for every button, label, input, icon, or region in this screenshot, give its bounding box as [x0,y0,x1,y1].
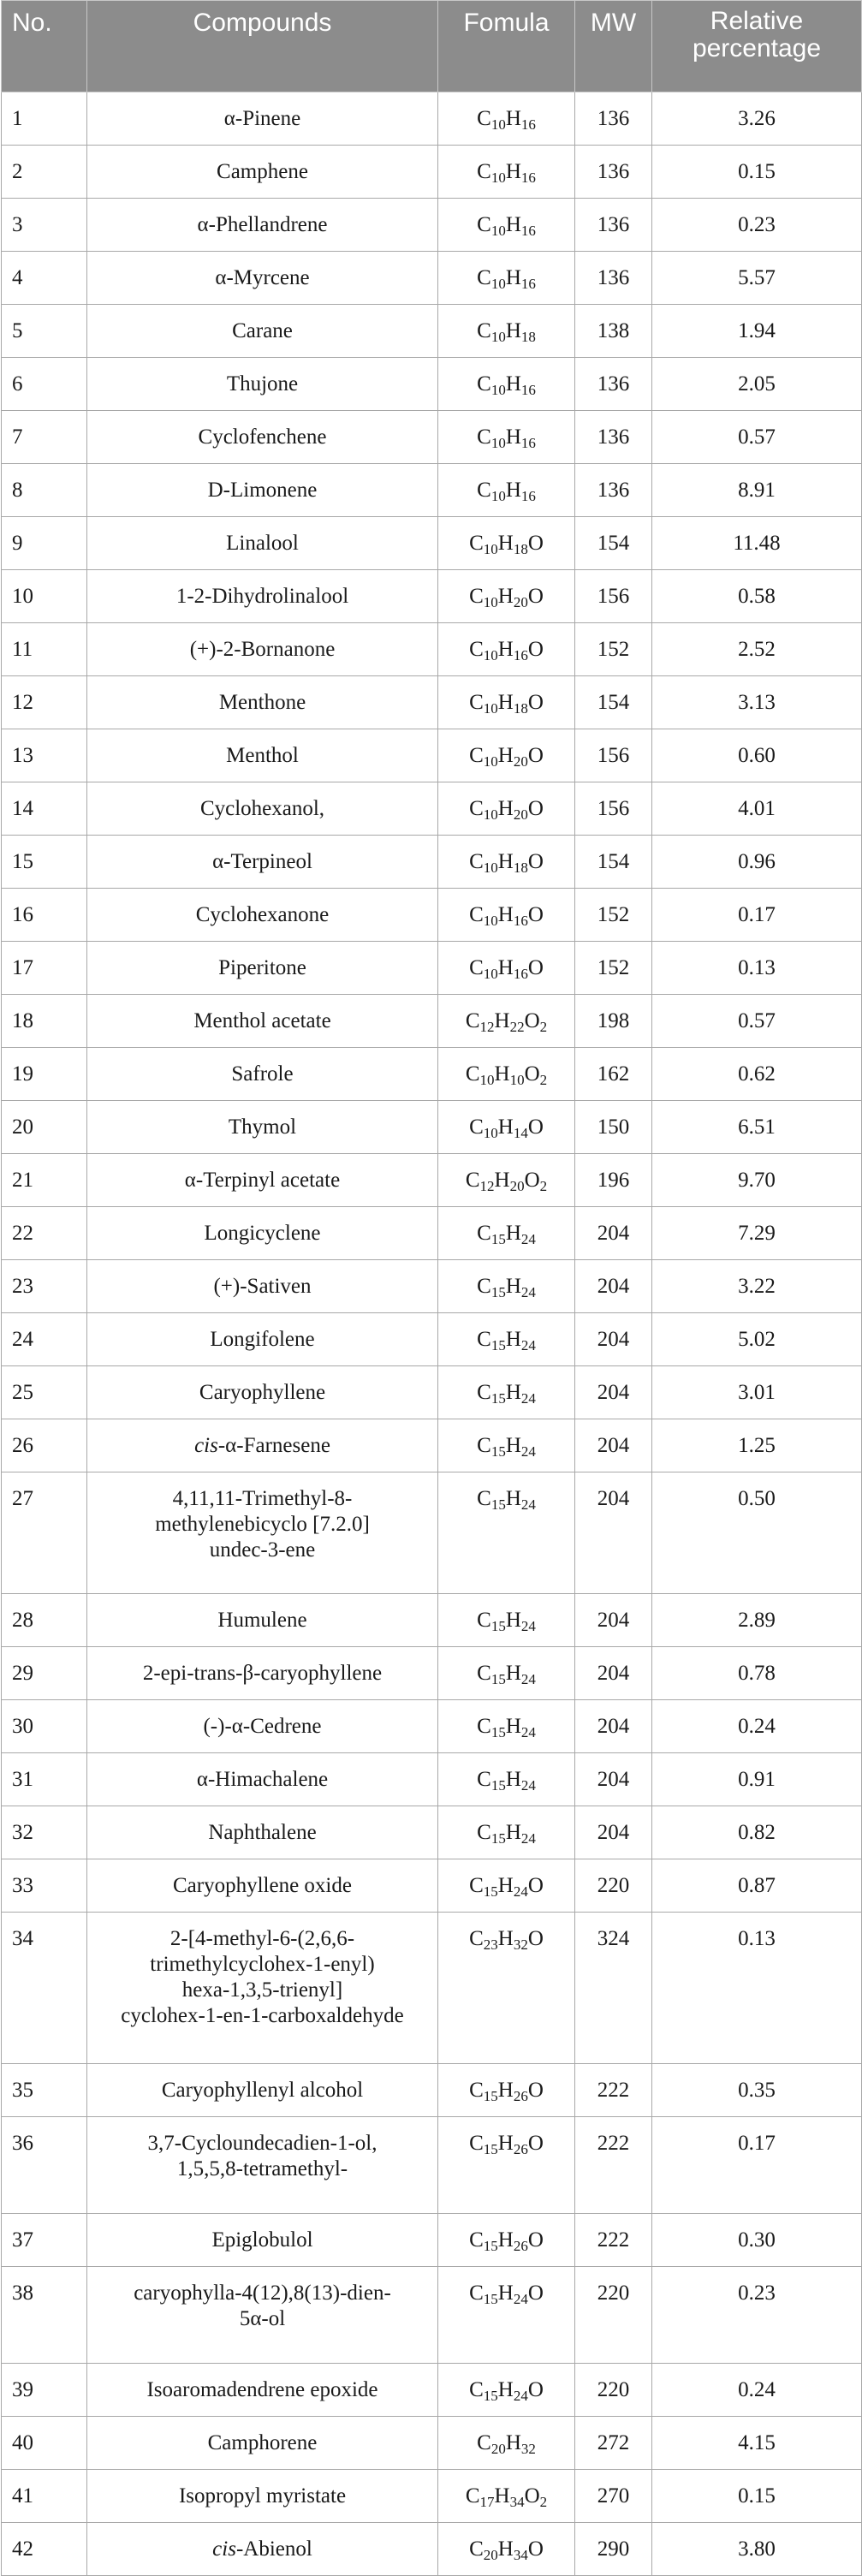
cell-formula: $C_{10}H_{16}O$ [438,623,575,676]
cell-mw: 152 [575,623,652,676]
cell-mw: 156 [575,729,652,782]
cell-formula: $C_{10}H_{16}O$ [438,889,575,942]
cell-relative-percentage: 2.89 [652,1594,862,1647]
cell-compound: 4,11,11-Trimethyl-8- methylenebicyclo [7.2.0] undec-3-ene [87,1472,438,1594]
cell-no: 42 [2,2523,87,2576]
cell-relative-percentage: 0.15 [652,146,862,199]
cell-no: 25 [2,1366,87,1419]
cell-mw: 204 [575,1260,652,1313]
cell-relative-percentage: 0.15 [652,2470,862,2523]
cell-relative-percentage: 0.78 [652,1647,862,1700]
cell-no: 6 [2,358,87,411]
compounds-table [1,0,862,2576]
cell-mw: 136 [575,464,652,517]
table-row [2,676,862,729]
cell-no: 36 [2,2117,87,2214]
table-row [2,411,862,464]
cell-mw: 204 [575,1207,652,1260]
cell-relative-percentage: 5.57 [652,252,862,305]
table-row [2,92,862,146]
cell-formula: $C_{15}H_{24}$ [438,1594,575,1647]
cell-mw: 222 [575,2064,652,2117]
cell-formula: $C_{10}H_{16}$ [438,411,575,464]
cell-formula: $C_{10}H_{16}$ [438,252,575,305]
cell-relative-percentage: 1.94 [652,305,862,358]
table-row [2,729,862,782]
cell-no: 10 [2,570,87,623]
table-row [2,199,862,252]
table-row [2,2364,862,2417]
cell-relative-percentage: 0.24 [652,1700,862,1753]
cell-compound: Isoaromadendrene epoxide [87,2364,438,2417]
cell-relative-percentage: 0.60 [652,729,862,782]
table-row [2,2267,862,2364]
cell-compound: Isopropyl myristate [87,2470,438,2523]
cell-mw: 136 [575,252,652,305]
cell-mw: 136 [575,358,652,411]
cell-mw: 220 [575,2364,652,2417]
cell-compound: Longifolene [87,1313,438,1366]
header-no: No. [2,1,87,92]
cell-no: 24 [2,1313,87,1366]
cell-no: 16 [2,889,87,942]
cell-compound: Linalool [87,517,438,570]
cell-mw: 272 [575,2417,652,2470]
cell-mw: 136 [575,146,652,199]
cell-mw: 290 [575,2523,652,2576]
cell-formula: $C_{10}H_{10}O_2$ [438,1048,575,1101]
cell-relative-percentage: 1.25 [652,1419,862,1472]
cell-compound: Safrole [87,1048,438,1101]
table-row [2,2117,862,2214]
cell-compound: α-Himachalene [87,1753,438,1806]
table-row [2,1700,862,1753]
table-row [2,464,862,517]
table-row [2,2064,862,2117]
cell-compound: Longicyclene [87,1207,438,1260]
cell-no: 39 [2,2364,87,2417]
cell-compound: α-Terpineol [87,836,438,889]
cell-relative-percentage: 2.52 [652,623,862,676]
cell-mw: 156 [575,782,652,836]
table-row [2,570,862,623]
cell-mw: 222 [575,2214,652,2267]
cell-formula: $C_{10}H_{14}O$ [438,1101,575,1154]
cell-no: 18 [2,995,87,1048]
table-row [2,1913,862,2064]
cell-mw: 136 [575,411,652,464]
cell-relative-percentage: 3.26 [652,92,862,146]
cell-mw: 324 [575,1913,652,2064]
cell-mw: 156 [575,570,652,623]
cell-compound: 2-[4-methyl-6-(2,6,6- trimethylcyclohex-1-enyl) hexa-1,3,5-trienyl] cyclohex-1-en-1-carboxaldehyde [87,1913,438,2064]
table-row [2,2470,862,2523]
cell-formula: $C_{20}H_{32}$ [438,2417,575,2470]
cell-formula: $C_{20}H_{34}O$ [438,2523,575,2576]
cell-compound: Humulene [87,1594,438,1647]
cell-formula: $C_{15}H_{24}$ [438,1207,575,1260]
cell-compound: 2-epi-trans-β-caryophyllene [87,1647,438,1700]
table-row [2,146,862,199]
table-row [2,942,862,995]
cell-no: 4 [2,252,87,305]
cell-compound: Camphene [87,146,438,199]
cell-mw: 154 [575,517,652,570]
cell-compound: Menthone [87,676,438,729]
table-row [2,1859,862,1913]
cell-mw: 204 [575,1472,652,1594]
cell-relative-percentage: 0.23 [652,199,862,252]
cell-no: 11 [2,623,87,676]
cell-relative-percentage: 0.50 [652,1472,862,1594]
cell-no: 30 [2,1700,87,1753]
table-row [2,1313,862,1366]
cell-relative-percentage: 0.57 [652,995,862,1048]
header-row [2,1,862,92]
cell-no: 5 [2,305,87,358]
table-row [2,2523,862,2576]
cell-mw: 204 [575,1647,652,1700]
table-body [2,92,862,2576]
cell-relative-percentage: 0.35 [652,2064,862,2117]
table-row [2,305,862,358]
cell-no: 13 [2,729,87,782]
cell-relative-percentage: 3.13 [652,676,862,729]
cell-relative-percentage: 11.48 [652,517,862,570]
cell-no: 22 [2,1207,87,1260]
cell-formula: $C_{15}H_{26}O$ [438,2064,575,2117]
cell-compound: α-Terpinyl acetate [87,1154,438,1207]
cell-formula: $C_{15}H_{24}$ [438,1366,575,1419]
cell-no: 19 [2,1048,87,1101]
cell-compound: Cyclohexanol, [87,782,438,836]
cell-formula: $C_{10}H_{16}$ [438,146,575,199]
cell-mw: 270 [575,2470,652,2523]
cell-mw: 204 [575,1366,652,1419]
cell-no: 7 [2,411,87,464]
cell-no: 37 [2,2214,87,2267]
cell-relative-percentage: 0.58 [652,570,862,623]
cell-formula: $C_{15}H_{24}$ [438,1647,575,1700]
cell-mw: 220 [575,1859,652,1913]
cell-relative-percentage: 0.13 [652,1913,862,2064]
cell-relative-percentage: 0.57 [652,411,862,464]
table-row [2,358,862,411]
cell-formula: $C_{12}H_{22}O_2$ [438,995,575,1048]
cell-compound: Caryophyllene oxide [87,1859,438,1913]
cell-no: 2 [2,146,87,199]
cell-compound: Camphorene [87,2417,438,2470]
cell-mw: 198 [575,995,652,1048]
table-row [2,836,862,889]
table-row [2,2417,862,2470]
cell-mw: 204 [575,1419,652,1472]
cell-relative-percentage: 0.13 [652,942,862,995]
cell-relative-percentage: 0.87 [652,1859,862,1913]
cell-compound: Caryophyllene [87,1366,438,1419]
header-relative-percentage: Relative percentage [652,1,862,92]
cell-compound: (-)-α-Cedrene [87,1700,438,1753]
cell-no: 21 [2,1154,87,1207]
cell-formula: $C_{15}H_{26}O$ [438,2214,575,2267]
table-row [2,1419,862,1472]
cell-compound: Piperitone [87,942,438,995]
cell-compound: Carane [87,305,438,358]
cell-formula: $C_{15}H_{24}$ [438,1753,575,1806]
cell-formula: $C_{10}H_{20}O$ [438,729,575,782]
cell-relative-percentage: 0.24 [652,2364,862,2417]
header-compounds: Compounds [87,1,438,92]
cell-relative-percentage: 3.80 [652,2523,862,2576]
cell-no: 32 [2,1806,87,1859]
cell-formula: $C_{10}H_{16}O$ [438,942,575,995]
cell-relative-percentage: 0.23 [652,2267,862,2364]
table-row [2,889,862,942]
table-row [2,517,862,570]
cell-compound: Thujone [87,358,438,411]
cell-compound: cis-Abienol [87,2523,438,2576]
cell-relative-percentage: 8.91 [652,464,862,517]
cell-relative-percentage: 0.91 [652,1753,862,1806]
cell-mw: 220 [575,2267,652,2364]
cell-formula: $C_{15}H_{24}O$ [438,2267,575,2364]
cell-relative-percentage: 5.02 [652,1313,862,1366]
header-mw: MW [575,1,652,92]
cell-compound: Naphthalene [87,1806,438,1859]
cell-mw: 204 [575,1806,652,1859]
cell-mw: 222 [575,2117,652,2214]
cell-no: 20 [2,1101,87,1154]
cell-no: 41 [2,2470,87,2523]
cell-mw: 138 [575,305,652,358]
cell-no: 15 [2,836,87,889]
table-row [2,252,862,305]
cell-formula: $C_{15}H_{24}$ [438,1806,575,1859]
cell-compound: 3,7-Cycloundecadien-1-ol, 1,5,5,8-tetramethyl- [87,2117,438,2214]
table-row [2,623,862,676]
cell-no: 23 [2,1260,87,1313]
cell-formula: $C_{15}H_{24}$ [438,1313,575,1366]
cell-formula: $C_{15}H_{26}O$ [438,2117,575,2214]
cell-no: 28 [2,1594,87,1647]
table-header [2,1,862,92]
cell-no: 17 [2,942,87,995]
cell-mw: 152 [575,889,652,942]
cell-relative-percentage: 3.01 [652,1366,862,1419]
cell-formula: $C_{10}H_{18}O$ [438,517,575,570]
cell-formula: $C_{12}H_{20}O_2$ [438,1154,575,1207]
cell-mw: 204 [575,1313,652,1366]
cell-no: 34 [2,1913,87,2064]
cell-mw: 150 [575,1101,652,1154]
cell-compound: cis-α-Farnesene [87,1419,438,1472]
cell-compound: (+)-2-Bornanone [87,623,438,676]
cell-mw: 204 [575,1753,652,1806]
cell-no: 9 [2,517,87,570]
cell-mw: 136 [575,199,652,252]
cell-formula: $C_{10}H_{16}$ [438,199,575,252]
table-row [2,995,862,1048]
cell-compound: α-Myrcene [87,252,438,305]
cell-relative-percentage: 0.96 [652,836,862,889]
table-row [2,1207,862,1260]
table-row [2,1753,862,1806]
table-row [2,1048,862,1101]
cell-no: 1 [2,92,87,146]
cell-no: 14 [2,782,87,836]
table-row [2,1366,862,1419]
cell-compound: Caryophyllenyl alcohol [87,2064,438,2117]
cell-formula: $C_{17}H_{34}O_2$ [438,2470,575,2523]
cell-no: 33 [2,1859,87,1913]
cell-mw: 162 [575,1048,652,1101]
cell-no: 27 [2,1472,87,1594]
table-row [2,1101,862,1154]
table-row [2,1647,862,1700]
cell-no: 31 [2,1753,87,1806]
cell-formula: $C_{15}H_{24}O$ [438,2364,575,2417]
table-row [2,2214,862,2267]
cell-formula: $C_{10}H_{20}O$ [438,782,575,836]
cell-compound: (+)-Sativen [87,1260,438,1313]
cell-no: 3 [2,199,87,252]
cell-mw: 204 [575,1594,652,1647]
cell-mw: 136 [575,92,652,146]
cell-no: 12 [2,676,87,729]
cell-relative-percentage: 0.82 [652,1806,862,1859]
cell-formula: $C_{15}H_{24}$ [438,1472,575,1594]
cell-formula: $C_{10}H_{18}O$ [438,676,575,729]
cell-mw: 152 [575,942,652,995]
cell-mw: 204 [575,1700,652,1753]
cell-formula: $C_{10}H_{16}$ [438,92,575,146]
cell-relative-percentage: 4.15 [652,2417,862,2470]
cell-relative-percentage: 7.29 [652,1207,862,1260]
cell-relative-percentage: 0.17 [652,889,862,942]
table-row [2,782,862,836]
cell-no: 29 [2,1647,87,1700]
cell-no: 26 [2,1419,87,1472]
header-formula: Fomula [438,1,575,92]
cell-formula: $C_{10}H_{16}$ [438,358,575,411]
cell-compound: Menthol [87,729,438,782]
cell-compound: D-Limonene [87,464,438,517]
cell-compound: Epiglobulol [87,2214,438,2267]
cell-compound: α-Phellandrene [87,199,438,252]
cell-formula: $C_{15}H_{24}$ [438,1419,575,1472]
cell-compound: α-Pinene [87,92,438,146]
cell-relative-percentage: 9.70 [652,1154,862,1207]
cell-compound: Menthol acetate [87,995,438,1048]
cell-no: 8 [2,464,87,517]
cell-formula: $C_{10}H_{16}$ [438,464,575,517]
cell-formula: $C_{23}H_{32}O$ [438,1913,575,2064]
cell-formula: $C_{10}H_{20}O$ [438,570,575,623]
cell-formula: $C_{10}H_{18}$ [438,305,575,358]
cell-mw: 154 [575,836,652,889]
cell-mw: 154 [575,676,652,729]
table-row [2,1154,862,1207]
cell-formula: $C_{15}H_{24}$ [438,1260,575,1313]
table-row [2,1260,862,1313]
cell-relative-percentage: 3.22 [652,1260,862,1313]
cell-relative-percentage: 0.17 [652,2117,862,2214]
cell-compound: caryophylla-4(12),8(13)-dien- 5α-ol [87,2267,438,2364]
cell-no: 35 [2,2064,87,2117]
cell-compound: Thymol [87,1101,438,1154]
cell-relative-percentage: 2.05 [652,358,862,411]
cell-relative-percentage: 6.51 [652,1101,862,1154]
cell-formula: $C_{10}H_{18}O$ [438,836,575,889]
table-row [2,1472,862,1594]
cell-relative-percentage: 4.01 [652,782,862,836]
cell-compound: Cyclofenchene [87,411,438,464]
table-row [2,1594,862,1647]
table-row [2,1806,862,1859]
cell-relative-percentage: 0.30 [652,2214,862,2267]
cell-relative-percentage: 0.62 [652,1048,862,1101]
cell-compound: 1-2-Dihydrolinalool [87,570,438,623]
cell-compound: Cyclohexanone [87,889,438,942]
cell-no: 40 [2,2417,87,2470]
cell-formula: $C_{15}H_{24}$ [438,1700,575,1753]
cell-formula: $C_{15}H_{24}O$ [438,1859,575,1913]
cell-no: 38 [2,2267,87,2364]
cell-mw: 196 [575,1154,652,1207]
